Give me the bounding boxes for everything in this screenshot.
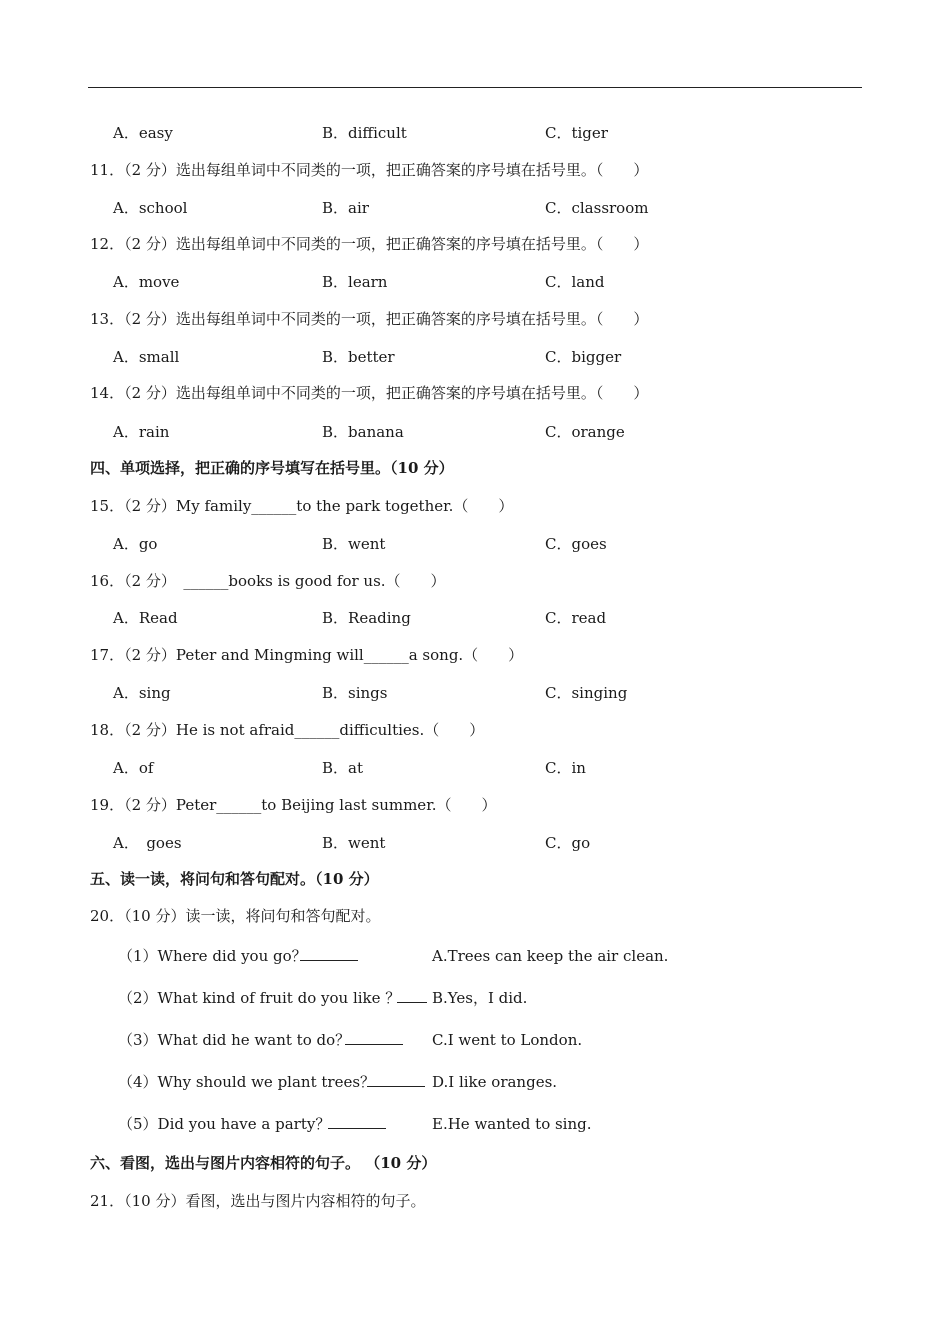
q15-option-b: B．went [322, 535, 386, 553]
match-answer-c: C.I went to London. [432, 1031, 583, 1049]
q13-option-b: B．better [322, 348, 395, 366]
header-rule [88, 87, 862, 88]
q18-option-b: B．at [322, 759, 363, 777]
q11-option-c: C．classroom [545, 199, 649, 217]
q14-option-b: B．banana [322, 423, 404, 441]
q10-option-a: A．easy [113, 124, 173, 142]
q14-option-a: A．rain [113, 423, 170, 441]
q11-stem: 11．（2 分）选出每组单词中不同类的一项，把正确答案的序号填在括号里。（ ） [90, 161, 649, 179]
match-question-5: （5）Did you have a party？ [118, 1115, 331, 1133]
q15-option-c: C．goes [545, 535, 607, 553]
section-6-heading: 六、看图，选出与图片内容相符的句子。 （10 分） [90, 1154, 437, 1172]
q19-option-a: A． goes [113, 834, 182, 852]
match-answer-e: E.He wanted to sing. [432, 1115, 592, 1133]
q17-stem: 17．（2 分）Peter and Mingming will______a song.（ ） [90, 646, 524, 664]
q16-option-c: C．read [545, 609, 607, 627]
q19-stem: 19．（2 分）Peter______to Beijing last summer.（ ） [90, 796, 497, 814]
q11-option-a: A．school [113, 199, 188, 217]
match-question-3: （3）What did he want to do？ [118, 1031, 351, 1049]
q13-stem: 13．（2 分）选出每组单词中不同类的一项，把正确答案的序号填在括号里。（ ） [90, 310, 649, 328]
q13-option-c: C．bigger [545, 348, 622, 366]
q14-option-c: C．orange [545, 423, 625, 441]
q17-option-a: A．sing [113, 684, 171, 702]
match-question-1: （1）Where did you go？ [118, 947, 307, 965]
q12-stem: 12．（2 分）选出每组单词中不同类的一项，把正确答案的序号填在括号里。（ ） [90, 235, 649, 253]
q11-option-b: B．air [322, 199, 369, 217]
match-answer-a: A.Trees can keep the air clean. [432, 947, 669, 965]
section-4-heading: 四、单项选择，把正确的序号填写在括号里。（10 分） [90, 459, 454, 477]
match-answer-d: D.I like oranges. [432, 1073, 558, 1091]
q18-option-a: A．of [113, 759, 154, 777]
q13-option-a: A．small [113, 348, 180, 366]
q17-option-c: C．singing [545, 684, 628, 702]
q14-stem: 14．（2 分）选出每组单词中不同类的一项，把正确答案的序号填在括号里。（ ） [90, 384, 649, 402]
match-blank-3[interactable] [345, 1030, 403, 1045]
q20-stem: 20．（10 分）读一读，将问句和答句配对。 [90, 907, 381, 925]
q19-option-b: B．went [322, 834, 386, 852]
q12-option-a: A．move [113, 273, 180, 291]
match-question-4: （4）Why should we plant trees？ [118, 1073, 376, 1091]
q18-option-c: C．in [545, 759, 586, 777]
q12-option-b: B．learn [322, 273, 388, 291]
q16-stem: 16．（2 分） ______books is good for us.（ ） [90, 572, 446, 590]
match-answer-b: B.Yes，I did. [432, 989, 528, 1007]
q18-stem: 18．（2 分）He is not afraid______difficulties.（ ） [90, 721, 485, 739]
q15-option-a: A．go [113, 535, 158, 553]
q19-option-c: C．go [545, 834, 591, 852]
match-blank-4[interactable] [367, 1072, 425, 1087]
match-blank-5[interactable] [328, 1114, 386, 1129]
match-question-2: （2）What kind of fruit do you like ？ [118, 989, 401, 1007]
match-blank-1[interactable] [300, 946, 358, 961]
q12-option-c: C．land [545, 273, 605, 291]
q21-stem: 21．（10 分）看图，选出与图片内容相符的句子。 [90, 1192, 426, 1210]
q15-stem: 15．（2 分）My family______to the park together.（ ） [90, 497, 514, 515]
section-5-heading: 五、读一读，将问句和答句配对。（10 分） [90, 870, 379, 888]
q17-option-b: B．sings [322, 684, 388, 702]
q10-option-c: C．tiger [545, 124, 608, 142]
q16-option-a: A．Read [113, 609, 178, 627]
match-blank-2[interactable] [397, 988, 427, 1003]
q10-option-b: B．difficult [322, 124, 407, 142]
q16-option-b: B．Reading [322, 609, 411, 627]
